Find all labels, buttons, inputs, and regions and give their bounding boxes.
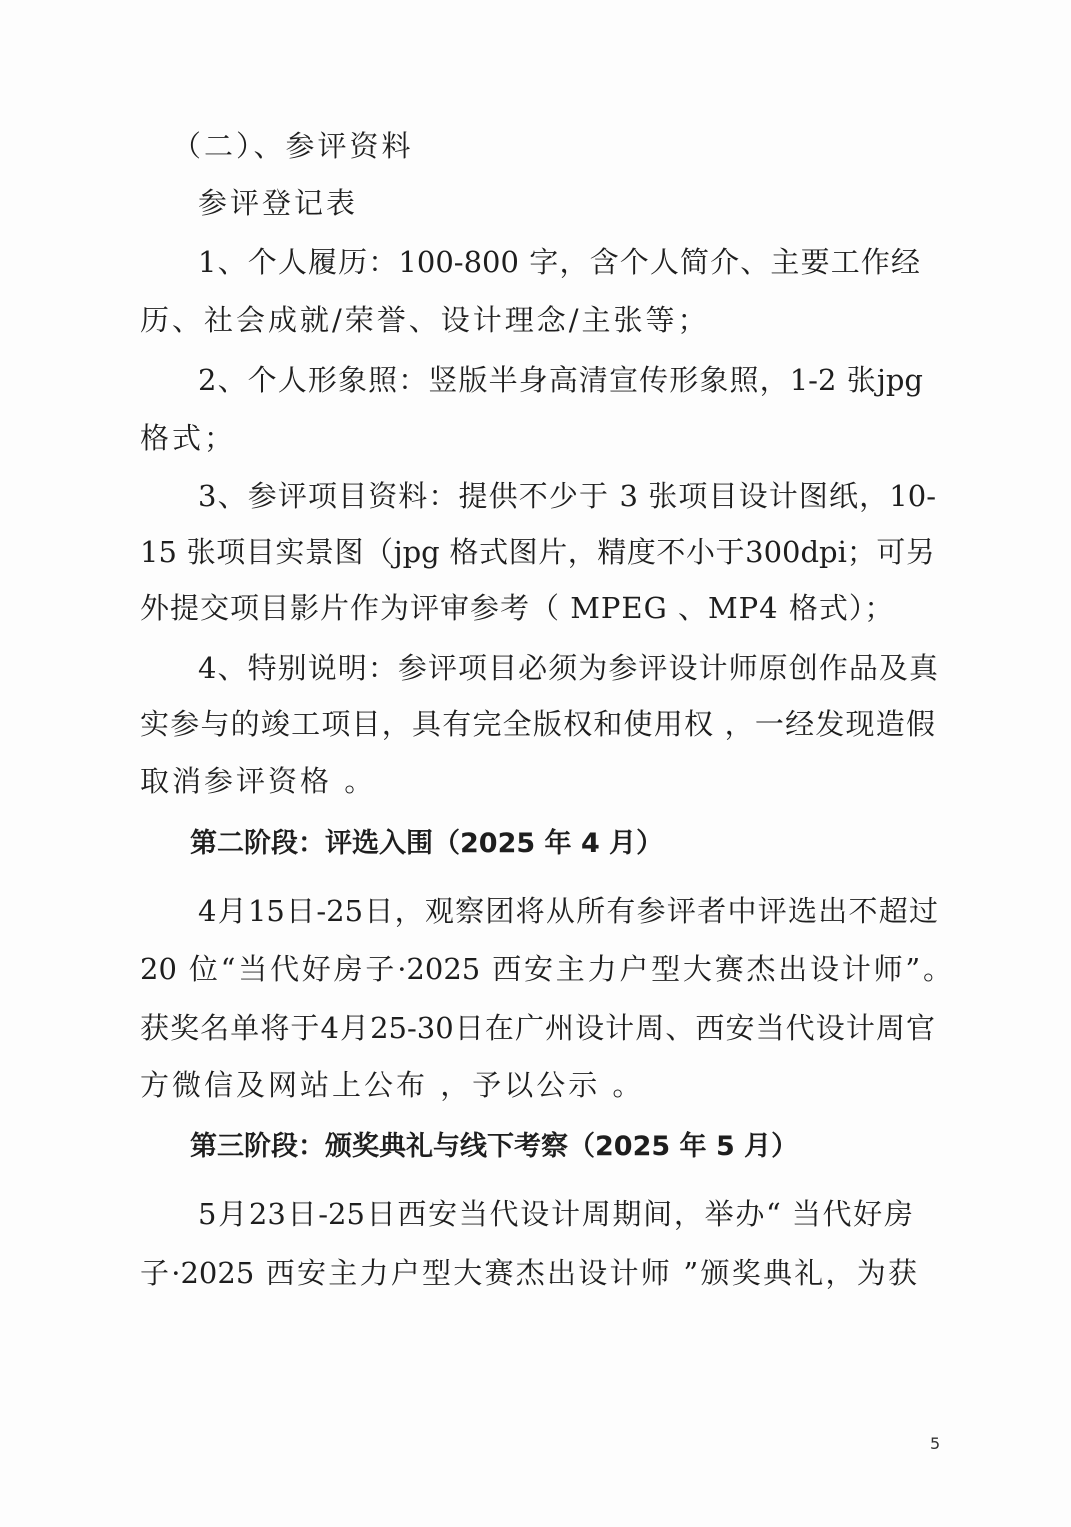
- item-3-line-2: 15 张项目实景图（jpg 格式图片，精度不小于300dpi；可另: [140, 535, 935, 569]
- stage-2-line-1: 4月15日-25日，观察团将从所有参评者中评选出不超过: [198, 894, 938, 928]
- item-2-line-2: 格式；: [140, 421, 237, 455]
- item-4-line-3: 取消参评资格 。: [140, 764, 377, 798]
- form-title: 参评登记表: [198, 186, 359, 220]
- item-4-line-2: 实参与的竣工项目，具有完全版权和使用权 ，一经发现造假: [140, 707, 935, 741]
- section-heading: （二）、参评资料: [172, 129, 414, 163]
- stage-2-line-3: 获奖名单将于4月25-30日在广州设计周、西安当代设计周官: [140, 1011, 935, 1045]
- item-2-line-1: 2、个人形象照：竖版半身高清宣传形象照，1-2 张jpg: [198, 363, 923, 397]
- page-number: 5: [930, 1434, 941, 1453]
- item-1-line-1: 1、个人履历：100-800 字，含个人简介、主要工作经: [198, 245, 920, 279]
- stage-3-heading: 第三阶段：颁奖典礼与线下考察（2025 年 5 月）: [190, 1131, 799, 1162]
- item-1-line-2: 历、社会成就/荣誉、设计理念/主张等；: [140, 303, 710, 337]
- item-3-line-3: 外提交项目影片作为评审参考（ MPEG 、MP4 格式）；: [140, 591, 895, 625]
- stage-2-heading: 第二阶段：评选入围（2025 年 4 月）: [190, 828, 664, 859]
- item-4-line-1: 4、特别说明：参评项目必须为参评设计师原创作品及真: [198, 651, 938, 685]
- stage-3-line-2: 子·2025 西安主力户型大赛杰出设计师 ”颁奖典礼，为获: [140, 1256, 917, 1290]
- item-3-line-1: 3、参评项目资料：提供不少于 3 张项目设计图纸，10-: [198, 479, 936, 513]
- stage-2-line-2: 20 位“当代好房子·2025 西安主力户型大赛杰出设计师”。: [140, 952, 952, 986]
- stage-2-line-4: 方微信及网站上公布 ，予以公示 。: [140, 1068, 645, 1102]
- stage-3-line-1: 5月23日-25日西安当代设计周期间，举办“ 当代好房: [198, 1197, 913, 1231]
